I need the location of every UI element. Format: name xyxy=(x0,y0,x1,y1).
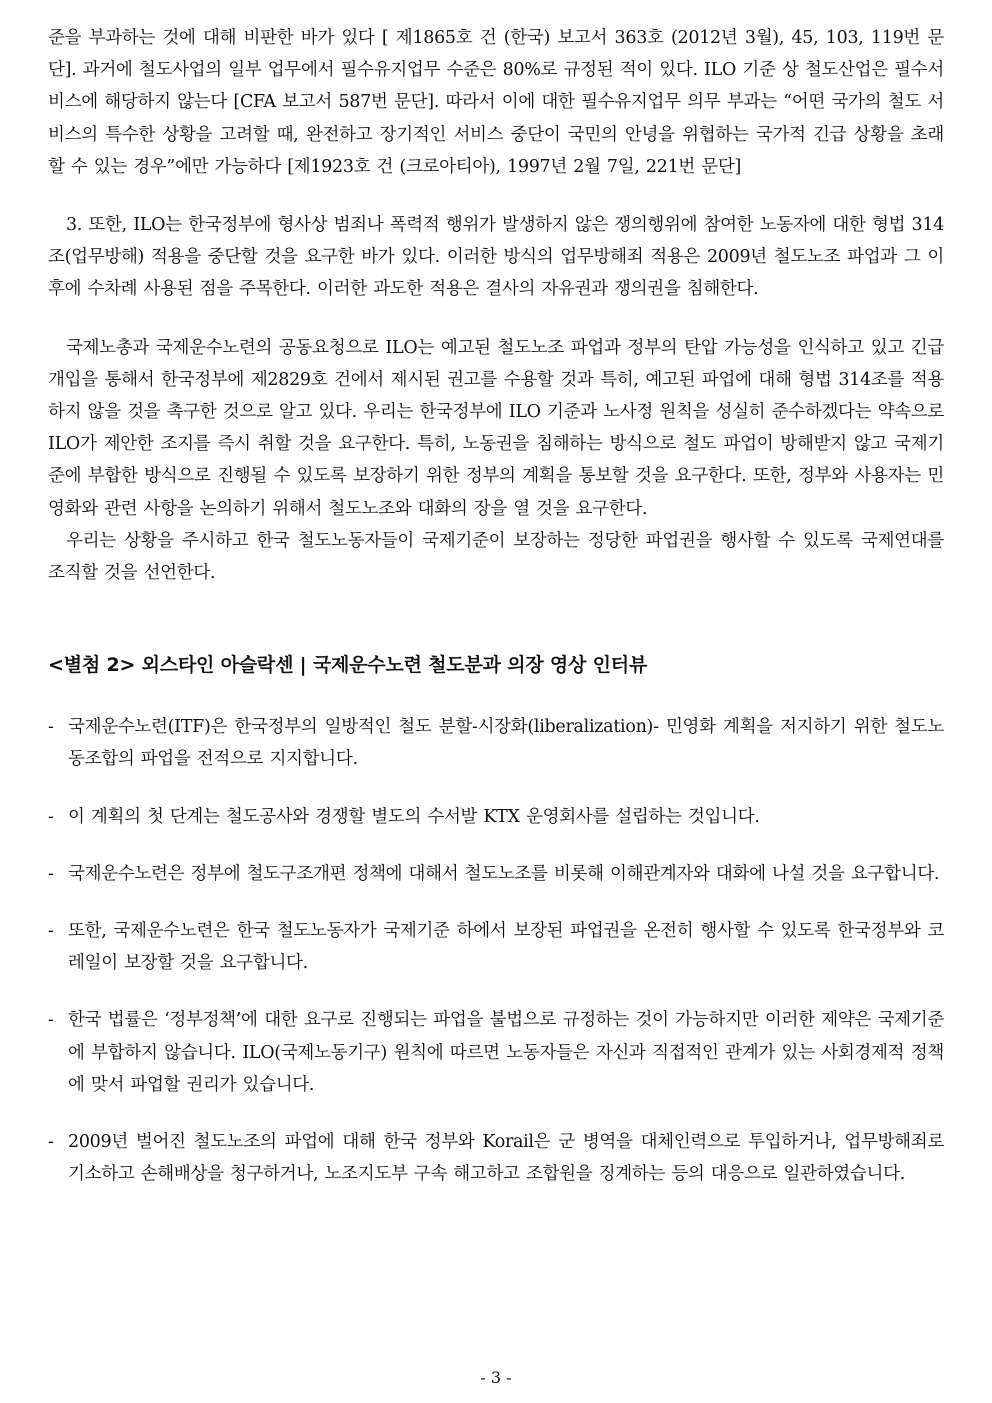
spacer xyxy=(48,681,944,711)
dash-bullet-icon: - xyxy=(48,921,54,942)
dash-bullet-icon: - xyxy=(48,863,54,884)
spacer xyxy=(48,183,944,209)
list-item xyxy=(48,858,944,890)
paragraph-declaration: 우리는 상황을 주시하고 한국 철도노동자들이 국제기준이 보장하는 정당한 파업권을 행사할 수 있도록 국제연대를 조직할 것을 선언한다. xyxy=(48,530,944,584)
list-item-text: 국제운수노련(ITF)은 한국정부의 일방적인 철도 분할-시장화(liberalization)- 민영화 계획을 저지하기 위한 철도노동조합의 파업을 전적으로 지지합니다. xyxy=(68,717,944,770)
paragraph-continuation: 준을 부과하는 것에 대해 비판한 바가 있다 [ 제1865호 건 (한국) 보고서 363호 (2012년 3월), 45, 103, 119번 문단]. 과거에 철도사업의 일부 업무에서 필수유지업무 수준은 80%로 규정된 적이 있다. ILO 기준 상 철도산업은 필수서비스에 해당하지 않는다 [CFA 보고서 587번 문단]. 따라서 이에 대한 필수유지업무 의무 부과는 “어떤 국가의 철도 서비스의 특수한 상황을 고려할 때, 완전하고 장기적인 서비스 중단이 국민의 안녕을 위협하는 국가적 긴급 상황을 초래할 수 있는 경우”에만 가능하다 [제1923호 건 (크로아티아), 1997년 2월 7일, 221번 문단] xyxy=(48,28,944,177)
list-item xyxy=(48,1126,944,1190)
dash-bullet-icon: - xyxy=(48,806,54,827)
paragraph-item-3: 3. 또한, ILO는 한국정부에 형사상 범죄나 폭력적 행위가 발생하지 않은 쟁의행위에 참여한 노동자에 대한 형법 314조(업무방해) 적용을 중단할 것을 요구한 바가 있다. 이러한 방식의 업무방해죄 적용은 2009년 철도노조 파업과 그 이후에 수차례 사용된 점을 주목한다. 이러한 과도한 적용은 결사의 자유권과 쟁의권을 침해한다. xyxy=(48,215,944,300)
document-page xyxy=(48,22,944,1190)
interview-bullet-list xyxy=(48,711,944,1190)
list-item-text: 2009년 벌어진 철도노조의 파업에 대해 한국 정부와 Korail은 군 병역을 대체인력으로 투입하거나, 업무방해죄로 기소하고 손해배상을 청구하거나, 노조지도부 구속 해고하고 조합원을 징계하는 등의 대응으로 일관하였습니다. xyxy=(68,1132,944,1185)
paragraph-joint-request: 국제노총과 국제운수노련의 공동요청으로 ILO는 예고된 철도노조 파업과 정부의 탄압 가능성을 인식하고 있고 긴급개입을 통해서 한국정부에 제2829호 건에서 제시된 권고를 수용할 것과 특히, 예고된 파업에 대해 형법 314조를 적용하지 않을 것을 촉구한 것으로 알고 있다. 우리는 한국정부에 ILO 기준과 노사정 원칙을 성실히 준수하겠다는 약속으로 ILO가 제안한 조지를 즉시 취할 것을 요구한다. 특히, 노동권을 침해하는 방식으로 철도 파업이 방해받지 않고 국제기준에 부합한 방식으로 진행될 수 있도록 보장하기 위한 정부의 계획을 통보할 것을 요구한다. 또한, 정부와 사용자는 민영화와 관련 사항을 논의하기 위해서 철도노조와 대화의 장을 열 것을 요구한다. xyxy=(48,337,944,519)
list-item xyxy=(48,801,944,833)
spacer xyxy=(48,589,944,649)
spacer xyxy=(48,306,944,332)
list-item-text: 한국 법률은 ‘정부정책’에 대한 요구로 진행되는 파업을 불법으로 규정하는 것이 가능하지만 이러한 제약은 국제기준에 부합하지 않습니다. ILO(국제노동기구) 원칙에 따르면 노동자들은 자신과 직접적인 관계가 있는 사회경제적 정책에 맞서 파업할 권리가 있습니다. xyxy=(68,1010,944,1095)
dash-bullet-icon: - xyxy=(48,1010,54,1031)
list-item xyxy=(48,711,944,775)
list-item xyxy=(48,915,944,979)
dash-bullet-icon: - xyxy=(48,717,54,738)
list-item xyxy=(48,1004,944,1101)
list-item-text: 국제운수노련은 정부에 철도구조개편 정책에 대해서 철도노조를 비롯해 이해관계자와 대화에 나설 것을 요구합니다. xyxy=(68,863,940,884)
section-title-appendix-2: <별첨 2> 외스타인 아슬락센 | 국제운수노련 철도분과 의장 영상 인터뷰 xyxy=(48,654,648,677)
dash-bullet-icon: - xyxy=(48,1132,54,1153)
list-item-text: 또한, 국제운수노련은 한국 철도노동자가 국제기준 하에서 보장된 파업권을 온전히 행사할 수 있도록 한국정부와 코레일이 보장할 것을 요구합니다. xyxy=(68,921,944,974)
list-item-text: 이 계획의 첫 단계는 철도공사와 경쟁할 별도의 수서발 KTX 운영회사를 설립하는 것입니다. xyxy=(68,806,760,827)
page-number: - 3 - xyxy=(480,1368,512,1387)
